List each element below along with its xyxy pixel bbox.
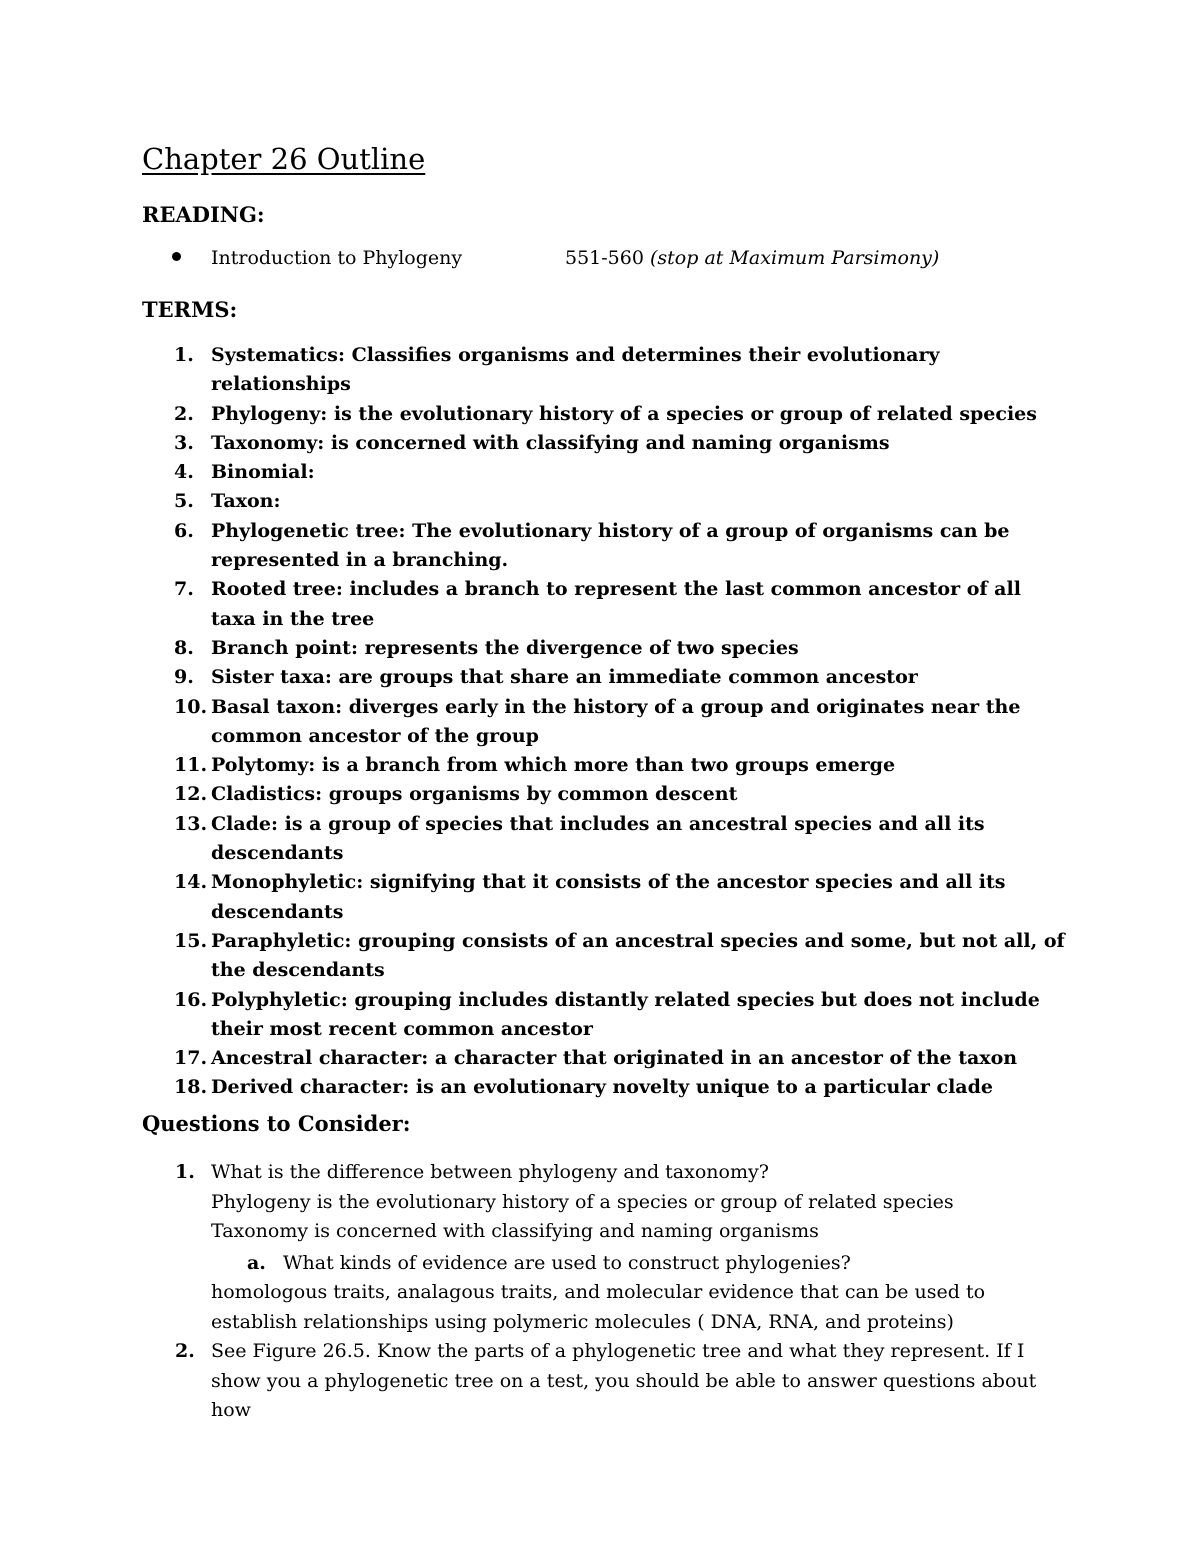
reading-pages: 551-560 <box>565 247 644 269</box>
terms-list <box>142 341 1072 1103</box>
term-number: 8. <box>174 636 194 659</box>
term-item <box>142 986 1072 1045</box>
term-number: 1. <box>174 344 194 366</box>
reading-topic: Introduction to Phylogeny <box>211 247 463 269</box>
term-number: 3. <box>174 431 194 454</box>
term-number: 15. <box>174 929 208 952</box>
term-number: 2. <box>174 402 194 425</box>
sub-question <box>211 1249 1072 1279</box>
term-item <box>142 1044 1072 1073</box>
bullet-icon <box>172 252 181 261</box>
term-text: Clade: is a group of species that includes an ancestral species and all its descendants <box>211 812 985 865</box>
term-text: Phylogeny: is the evolutionary history of a species or group of related species <box>211 402 1037 425</box>
term-item <box>142 663 1072 692</box>
term-number: 10. <box>174 695 208 718</box>
questions-list <box>142 1158 1072 1426</box>
term-text: Polytomy: is a branch from which more than two groups emerge <box>211 754 896 777</box>
question-item <box>142 1158 1072 1337</box>
term-number: 18. <box>174 1076 208 1099</box>
term-item <box>142 780 1072 809</box>
term-text: Rooted tree: includes a branch to represent the last common ancestor of all taxa in the tree <box>211 578 1021 630</box>
term-number: 13. <box>174 812 208 835</box>
term-item <box>142 341 1072 400</box>
reading-note: (stop at Maximum Parsimony) <box>650 247 940 269</box>
term-number: 16. <box>174 988 208 1011</box>
term-item <box>142 868 1072 927</box>
term-text: Taxonomy: is concerned with classifying and naming organisms <box>211 431 890 454</box>
term-item <box>142 458 1072 487</box>
term-number: 6. <box>174 519 194 542</box>
term-text: Systematics: Classifies organisms and determines their evolutionary relationships <box>211 344 940 396</box>
term-text: Basal taxon: diverges early in the history of a group and originates near the common ancestor of the group <box>211 695 1021 747</box>
term-item <box>142 400 1072 429</box>
answer-text: Taxonomy is concerned with classifying and naming organisms <box>211 1220 819 1242</box>
terms-heading: TERMS: <box>142 297 238 322</box>
term-item <box>142 751 1072 780</box>
term-number: 14. <box>174 871 208 894</box>
term-item <box>142 693 1072 752</box>
term-number: 5. <box>174 490 194 513</box>
reading-pages-group <box>565 247 939 269</box>
term-item <box>142 517 1072 576</box>
term-text: Polyphyletic: grouping includes distantly related species but does not include their most recent common ancestor <box>211 988 1040 1040</box>
term-item <box>142 1073 1072 1102</box>
sub-question-letter: a. <box>247 1251 266 1274</box>
page-title: Chapter 26 Outline <box>142 142 426 176</box>
question-text: See Figure 26.5. Know the parts of a phylogenetic tree and what they represent. If I show you a phylogenetic tree on a test, you should be able to answer questions about how <box>211 1340 1037 1421</box>
sub-answer-text: homologous traits, analagous traits, and molecular evidence that can be used to establish relationships using polymeric molecules ( DNA, RNA, and proteins) <box>211 1281 986 1333</box>
term-number: 4. <box>174 461 194 484</box>
term-text: Monophyletic: signifying that it consists of the ancestor species and all its descendants <box>211 871 1006 923</box>
term-text: Taxon: <box>211 490 281 513</box>
term-number: 12. <box>174 783 208 806</box>
term-item <box>142 487 1072 516</box>
question-number: 1. <box>175 1161 195 1183</box>
term-item <box>142 927 1072 986</box>
term-number: 11. <box>174 754 208 777</box>
reading-heading: READING: <box>142 202 265 227</box>
term-item <box>142 575 1072 634</box>
term-number: 17. <box>174 1047 208 1070</box>
term-number: 9. <box>174 666 194 689</box>
question-text: What is the difference between phylogeny and taxonomy? <box>211 1161 769 1183</box>
term-item <box>142 634 1072 663</box>
term-number: 7. <box>174 578 194 601</box>
term-text: Binomial: <box>211 461 315 484</box>
term-text: Branch point: represents the divergence of two species <box>211 636 799 659</box>
question-item <box>142 1337 1072 1426</box>
questions-heading: Questions to Consider: <box>142 1111 411 1136</box>
term-text: Sister taxa: are groups that share an immediate common ancestor <box>211 666 918 689</box>
question-number: 2. <box>175 1340 195 1362</box>
answer-text: Phylogeny is the evolutionary history of a species or group of related species <box>211 1190 954 1213</box>
term-item <box>142 810 1072 869</box>
term-text: Paraphyletic: grouping consists of an ancestral species and some, but not all, of the descendants <box>211 929 1065 982</box>
term-text: Derived character: is an evolutionary novelty unique to a particular clade <box>211 1076 993 1099</box>
term-text: Phylogenetic tree: The evolutionary history of a group of organisms can be represented in a branching. <box>211 519 1010 572</box>
sub-question-text: What kinds of evidence are used to construct phylogenies? <box>283 1251 851 1274</box>
term-text: Cladistics: groups organisms by common descent <box>211 783 738 806</box>
reading-item <box>172 247 1072 275</box>
term-text: Ancestral character: a character that originated in an ancestor of the taxon <box>211 1047 1018 1070</box>
term-item <box>142 429 1072 458</box>
